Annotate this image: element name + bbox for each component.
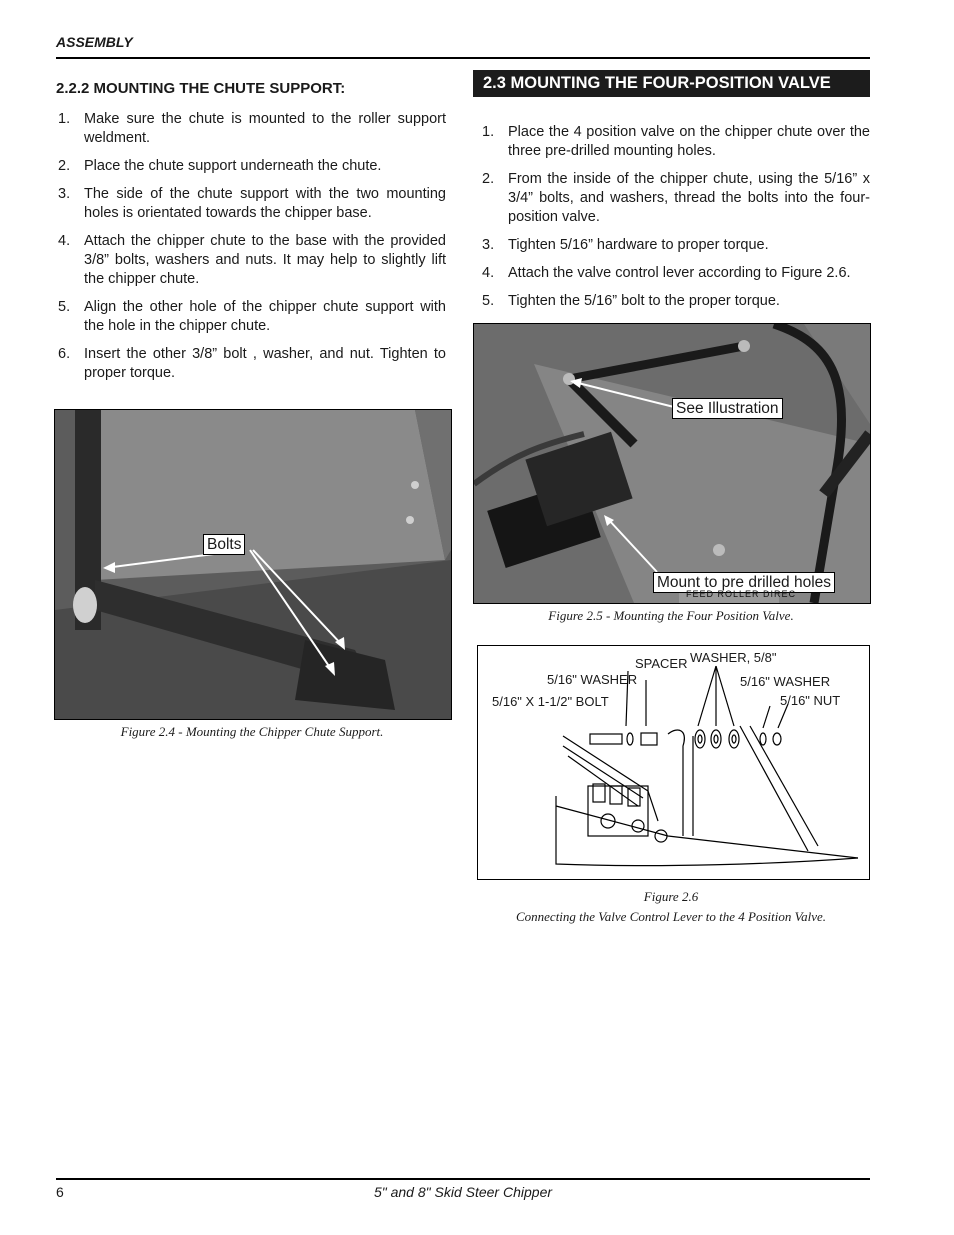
- see-illustration-callout: See Illustration: [672, 398, 783, 419]
- label-spacer: SPACER: [635, 656, 688, 671]
- figure-2-6-diagram: [477, 645, 870, 880]
- footer-title: 5" and 8" Skid Steer Chipper: [373, 1184, 553, 1200]
- figure-2-6-caption-title: Figure 2.6: [643, 889, 699, 904]
- list-item: 2. From the inside of the chipper chute, using the 5/16” x 3/4” bolts, and washers, thread the bolts into the four-position valve.: [482, 171, 870, 225]
- list-item: 6. Insert the other 3/8” bolt , washer, and nut. Tighten to proper torque.: [58, 346, 446, 381]
- figure-2-5-caption: Figure 2.5 - Mounting the Four Position Valve.: [548, 608, 794, 623]
- header-rule: [56, 57, 870, 59]
- list-item: 2. Place the chute support underneath the chute.: [58, 158, 382, 174]
- list-item: 3. The side of the chute support with the two mounting holes is orientated towards the chipper base.: [58, 186, 446, 221]
- label-washer-5-16-left: 5/16" WASHER: [547, 672, 638, 687]
- figure-2-6-caption-desc: Connecting the Valve Control Lever to the 4 Position Valve.: [515, 909, 827, 924]
- section-heading-chute-support: 2.2.2 MOUNTING THE CHUTE SUPPORT:: [56, 80, 346, 97]
- stencil-text: FEED ROLLER DIREC: [686, 589, 797, 599]
- mount-holes-callout: Mount to pre drilled holes: [653, 572, 835, 593]
- label-washer-5-16-right: 5/16" WASHER: [740, 674, 831, 689]
- list-item: 5. Tighten the 5/16” bolt to the proper torque.: [482, 293, 780, 309]
- running-header: ASSEMBLY: [56, 34, 133, 50]
- valve-mounting-steps: [480, 123, 870, 320]
- bolts-callout: Bolts: [203, 534, 245, 555]
- list-item: 5. Align the other hole of the chipper chute support with the hole in the chipper chute.: [58, 299, 446, 334]
- label-washer-5-8: WASHER, 5/8": [690, 650, 777, 665]
- list-item: 4. Attach the chipper chute to the base with the provided 3/8” bolts, washers and nuts. It may help to slightly lift the chipper chute.: [58, 233, 446, 287]
- figure-2-5-photo: [473, 323, 871, 604]
- figure-2-4-photo: [54, 409, 452, 720]
- footer-rule: [56, 1178, 870, 1180]
- label-nut: 5/16" NUT: [780, 693, 841, 708]
- label-bolt: 5/16" X 1-1/2" BOLT: [492, 694, 609, 709]
- figure-2-4-caption: Figure 2.4 - Mounting the Chipper Chute Support.: [120, 724, 384, 739]
- valve-photo-art: [474, 324, 870, 603]
- chute-support-photo-art: [55, 410, 451, 719]
- list-item: 1. Place the 4 position valve on the chipper chute over the three pre-drilled mounting holes.: [482, 124, 870, 159]
- list-item: 4. Attach the valve control lever according to Figure 2.6.: [482, 265, 851, 281]
- list-item: 1. Make sure the chute is mounted to the roller support weldment.: [58, 111, 446, 146]
- page-number: 6: [56, 1184, 64, 1200]
- chute-support-steps: [56, 110, 446, 392]
- list-item: 3. Tighten 5/16” hardware to proper torque.: [482, 237, 769, 253]
- section-heading-four-position-valve: 2.3 MOUNTING THE FOUR-POSITION VALVE: [473, 70, 870, 97]
